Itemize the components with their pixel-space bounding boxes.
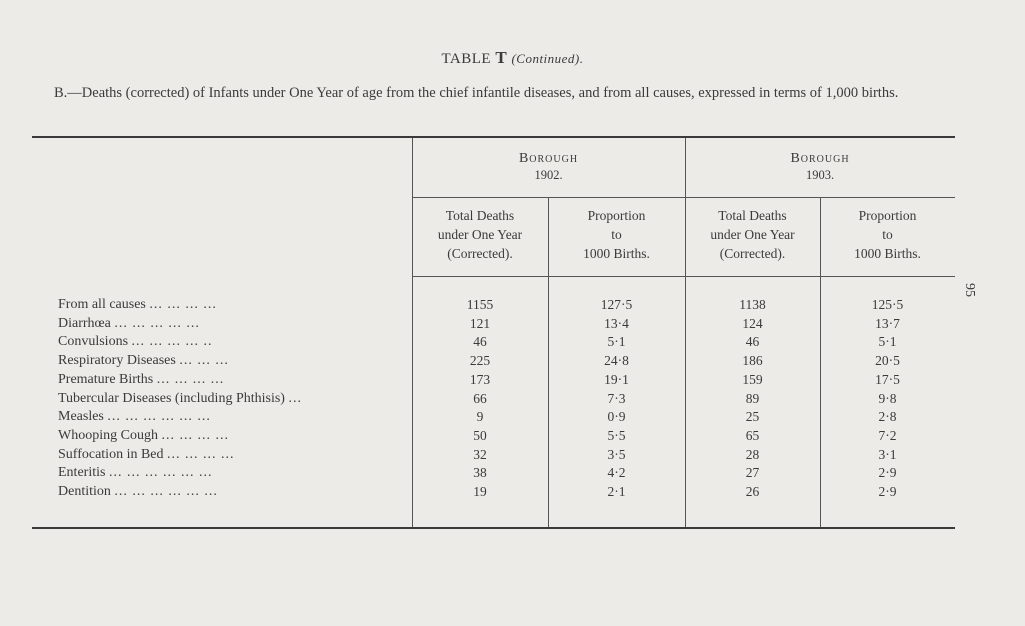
- table-cell: 0·9: [607, 409, 626, 425]
- row-label-text: Dentition: [58, 484, 111, 499]
- leader-dots: ... ... ... ...: [149, 297, 217, 312]
- table-cell: 46: [473, 334, 487, 350]
- leader-dots: ... ... ... ... ...: [114, 315, 200, 331]
- column-header-proportion-1903: [820, 206, 955, 263]
- table-cell: 3·5: [607, 446, 626, 462]
- table-cell: 2·9: [878, 484, 897, 499]
- column-header-line: 1000 Births.: [583, 246, 650, 261]
- table-cell: 46: [745, 334, 760, 350]
- row-label-text: Measles: [58, 409, 104, 425]
- table-cell: 24·8: [604, 353, 629, 369]
- table-cell: 186: [742, 353, 763, 369]
- group-year: 1902.: [534, 168, 563, 182]
- row-label-text: Diarrhœa: [58, 315, 111, 331]
- column-header-line: (Corrected).: [719, 246, 786, 261]
- row-label: [58, 484, 408, 502]
- table-cell: 7·2: [878, 427, 897, 443]
- group-header-1903: [685, 150, 955, 184]
- leader-dots: ... ... ... ...: [167, 446, 235, 462]
- table-cell: 1155: [466, 297, 494, 312]
- table-cell: 5·1: [607, 334, 626, 350]
- table-cell: 65: [745, 427, 760, 443]
- table-cell: 2·1: [607, 484, 626, 499]
- table-cell: 5·5: [607, 427, 626, 443]
- row-label: [58, 297, 408, 315]
- table-cell: 13·4: [604, 315, 629, 331]
- title-continued: (Continued).: [511, 51, 584, 66]
- row-label: [58, 334, 408, 352]
- row-label-text: Respiratory Diseases: [58, 353, 176, 369]
- row-label-text: Suffocation in Bed: [58, 446, 164, 462]
- column-header-line: Total Deaths: [445, 208, 515, 223]
- column-header-line: to: [882, 227, 893, 242]
- row-label-text: Enteritis: [58, 465, 106, 481]
- table-cell: 89: [745, 390, 760, 406]
- row-label-text: From all causes: [58, 297, 146, 312]
- table-cell: 19·1: [604, 371, 629, 387]
- table-cell: 5·1: [878, 334, 897, 350]
- table-cell: 13·7: [875, 315, 900, 331]
- row-label: [58, 465, 408, 483]
- table-cell: 2·8: [878, 409, 897, 425]
- leader-dots: ... ... ... ...: [156, 371, 225, 387]
- column-header-total-deaths-1903: [685, 206, 820, 263]
- table-cell: 121: [469, 315, 491, 331]
- table-cell: 66: [473, 390, 487, 406]
- column-header-line: Proportion: [587, 208, 646, 223]
- group-name: Borough: [518, 151, 579, 166]
- table-cell: 20·5: [875, 353, 900, 369]
- top-rule: [32, 136, 955, 138]
- table-cell: 19: [473, 484, 487, 499]
- table-cell: 28: [745, 446, 760, 462]
- column-header-rule: [412, 276, 955, 277]
- row-label: [58, 372, 408, 390]
- table-cell: 124: [742, 315, 763, 331]
- leader-dots: ... ... ... ... ... ...: [108, 465, 213, 481]
- table-title: [0, 48, 1025, 68]
- leader-dots: ... ... ...: [179, 353, 229, 369]
- row-label-text: Premature Births: [58, 371, 154, 387]
- group-year: 1903.: [805, 168, 835, 182]
- column-header-line: Total Deaths: [718, 208, 787, 223]
- table-cell: 9·8: [878, 390, 897, 406]
- table-cell: 26: [745, 484, 760, 499]
- column-header-total-deaths-1902: [412, 206, 548, 263]
- row-label: [58, 316, 408, 334]
- table-cell: 127·5: [600, 297, 633, 312]
- group-header-rule: [412, 197, 955, 198]
- row-label: [58, 353, 408, 371]
- table-cell: 32: [473, 446, 487, 462]
- table-cell: 50: [473, 427, 487, 443]
- table-cell: 125·5: [871, 297, 904, 312]
- leader-dots: ... ... ... ... ... ...: [114, 484, 218, 499]
- table-cell: 7·3: [607, 390, 626, 406]
- column-header-line: under One Year: [437, 227, 523, 242]
- row-label: [58, 447, 408, 465]
- table-cell: 38: [473, 465, 487, 481]
- leader-dots: ... ... ... ...: [161, 427, 229, 443]
- table-cell: 25: [745, 409, 760, 425]
- table-cell: 173: [469, 371, 491, 387]
- column-header-line: under One Year: [710, 227, 795, 242]
- row-label-text: Whooping Cough: [58, 427, 158, 443]
- page-number: 95: [962, 283, 977, 297]
- table-caption: B.—Deaths (corrected) of Infants under One Year of age from the chief infantile diseases, and from all causes, expressed in terms of 1,000 births.: [54, 85, 899, 101]
- column-header-line: 1000 Births.: [854, 246, 921, 261]
- table-cell: 3·1: [878, 446, 897, 462]
- table-cell: 2·9: [878, 465, 897, 481]
- column-header-line: Proportion: [858, 208, 917, 223]
- bottom-rule: [32, 527, 955, 529]
- leader-dots: ...: [288, 390, 302, 406]
- table-cell: 1138: [739, 297, 766, 312]
- table-cell: 17·5: [875, 371, 900, 387]
- column-header-line: (Corrected).: [447, 246, 513, 261]
- column-header-proportion-1902: [548, 206, 685, 263]
- title-letter: T: [495, 48, 508, 67]
- table-cell: 4·2: [607, 465, 626, 481]
- group-name: Borough: [790, 151, 850, 166]
- row-label-text: Tubercular Diseases (including Phthisis): [58, 390, 285, 406]
- title-main: TABLE: [441, 51, 492, 67]
- row-label: [58, 428, 408, 446]
- row-label-text: Convulsions: [58, 334, 129, 350]
- leader-dots: ... ... ... ... ... ...: [107, 409, 211, 425]
- table-cell: 159: [742, 371, 763, 387]
- table-cell: 9: [476, 409, 484, 425]
- row-label: [58, 409, 408, 427]
- table-cell: 27: [745, 465, 760, 481]
- column-header-line: to: [611, 227, 622, 242]
- table-cell: 225: [469, 353, 491, 369]
- row-label: [58, 391, 408, 409]
- group-header-1902: [412, 150, 685, 184]
- leader-dots: ... ... ... ... ..: [131, 334, 213, 350]
